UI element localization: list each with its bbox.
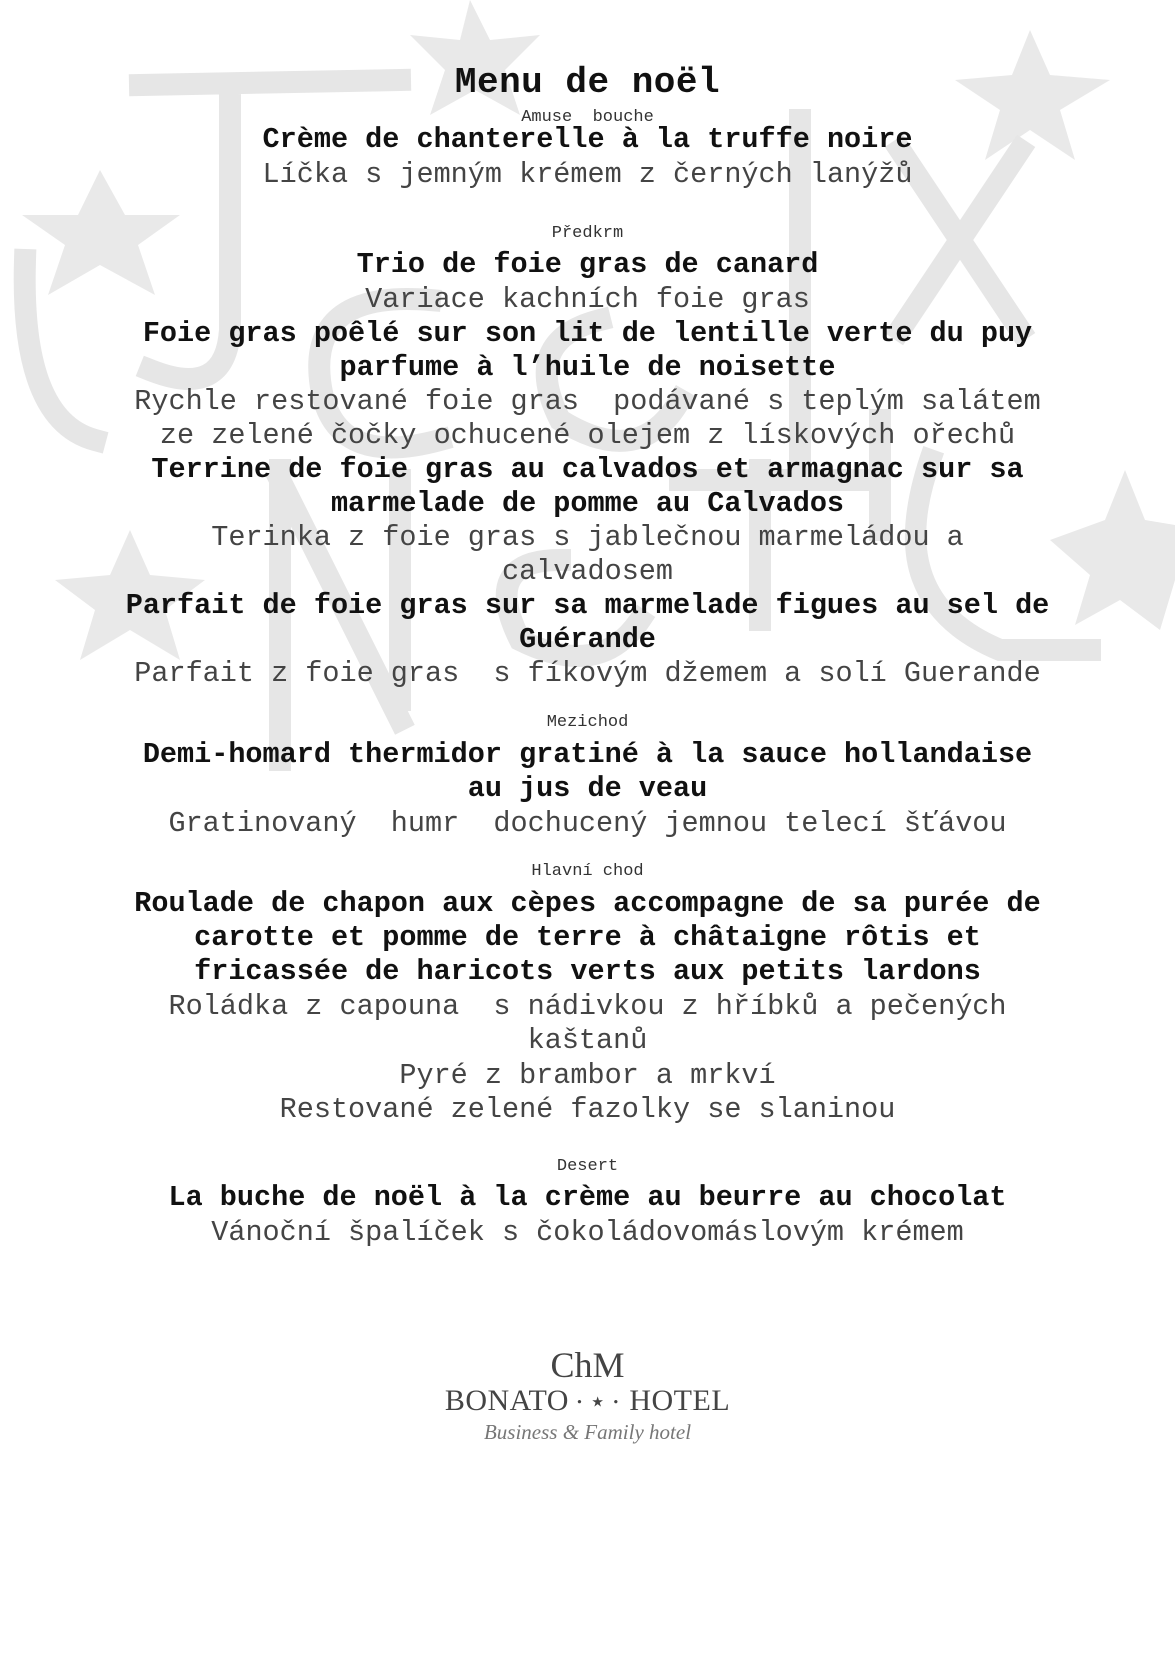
dish-description-cz: Pyré z brambor a mrkví: [399, 1059, 776, 1092]
dish-name-fr: Parfait de foie gras sur sa marmelade figues au sel de: [125, 589, 1050, 622]
dish-description-cz: Rychle restované foie gras podávané s teplým salátem: [134, 385, 1041, 418]
logo-brand: [0, 1384, 1175, 1418]
dish-description-cz: Variace kachních foie gras: [365, 283, 810, 316]
logo-brand-right: HOTEL: [629, 1384, 731, 1417]
dish-description-cz: Terinka z foie gras s jablečnou marmeládou a: [211, 521, 964, 554]
dish-name-fr: marmelade de pomme au Calvados: [330, 487, 845, 520]
dish-description-cz: Roládka z capouna s nádivkou z hříbků a pečených: [168, 990, 1007, 1023]
dish-name-fr: Crème de chanterelle à la truffe noire: [262, 123, 913, 156]
logo-brand-left: BONATO: [444, 1384, 569, 1417]
dish-description-cz: Líčka s jemným krémem z černých lanýžů: [262, 158, 913, 191]
dish-name-fr: La buche de noël à la crème au beurre au chocolat: [168, 1181, 1007, 1214]
dish-description-cz: Vánoční špalíček s čokoládovomáslovým krémem: [211, 1216, 964, 1249]
course-heading: Amuse bouche: [521, 108, 654, 127]
dish-name-fr: Guérande: [519, 623, 656, 656]
logo-monogram: ChM: [550, 1345, 625, 1385]
logo-tagline: Business & Family hotel: [483, 1420, 692, 1444]
dish-description-cz: Gratinovaný humr dochucený jemnou telecí šťávou: [168, 807, 1007, 840]
dish-name-fr: parfume à l’huile de noisette: [339, 351, 836, 384]
menu-title: Menu de noël: [454, 62, 721, 103]
dish-description-cz: Parfait z foie gras s fíkovým džemem a solí Guerande: [134, 657, 1041, 690]
dish-name-fr: Foie gras poêlé sur son lit de lentille verte du puy: [142, 317, 1033, 350]
dish-description-cz: calvadosem: [501, 555, 674, 588]
dish-description-cz: ze zelené čočky ochucené olejem z lískových ořechů: [159, 419, 1016, 452]
dish-name-fr: au jus de veau: [467, 772, 708, 805]
dish-description-cz: kaštanů: [527, 1024, 648, 1057]
dish-name-fr: Terrine de foie gras au calvados et armagnac sur sa: [151, 453, 1024, 486]
course-heading: Předkrm: [551, 224, 624, 243]
hotel-logo: [0, 1345, 1175, 1445]
course-heading: Hlavní chod: [531, 862, 644, 881]
course-heading: Mezichod: [546, 713, 629, 732]
dish-name-fr: carotte et pomme de terre à châtaigne rôtis et: [194, 921, 981, 954]
dish-name-fr: Demi-homard thermidor gratiné à la sauce hollandaise: [142, 738, 1033, 771]
dish-name-fr: Roulade de chapon aux cèpes accompagne de sa purée de: [134, 887, 1041, 920]
dish-description-cz: Restované zelené fazolky se slaninou: [279, 1093, 896, 1126]
course-heading: Desert: [556, 1157, 619, 1176]
dish-name-fr: fricassée de haricots verts aux petits lardons: [194, 955, 981, 988]
dish-name-fr: Trio de foie gras de canard: [356, 248, 819, 281]
logo-stars-icon: • ★ •: [576, 1395, 622, 1411]
